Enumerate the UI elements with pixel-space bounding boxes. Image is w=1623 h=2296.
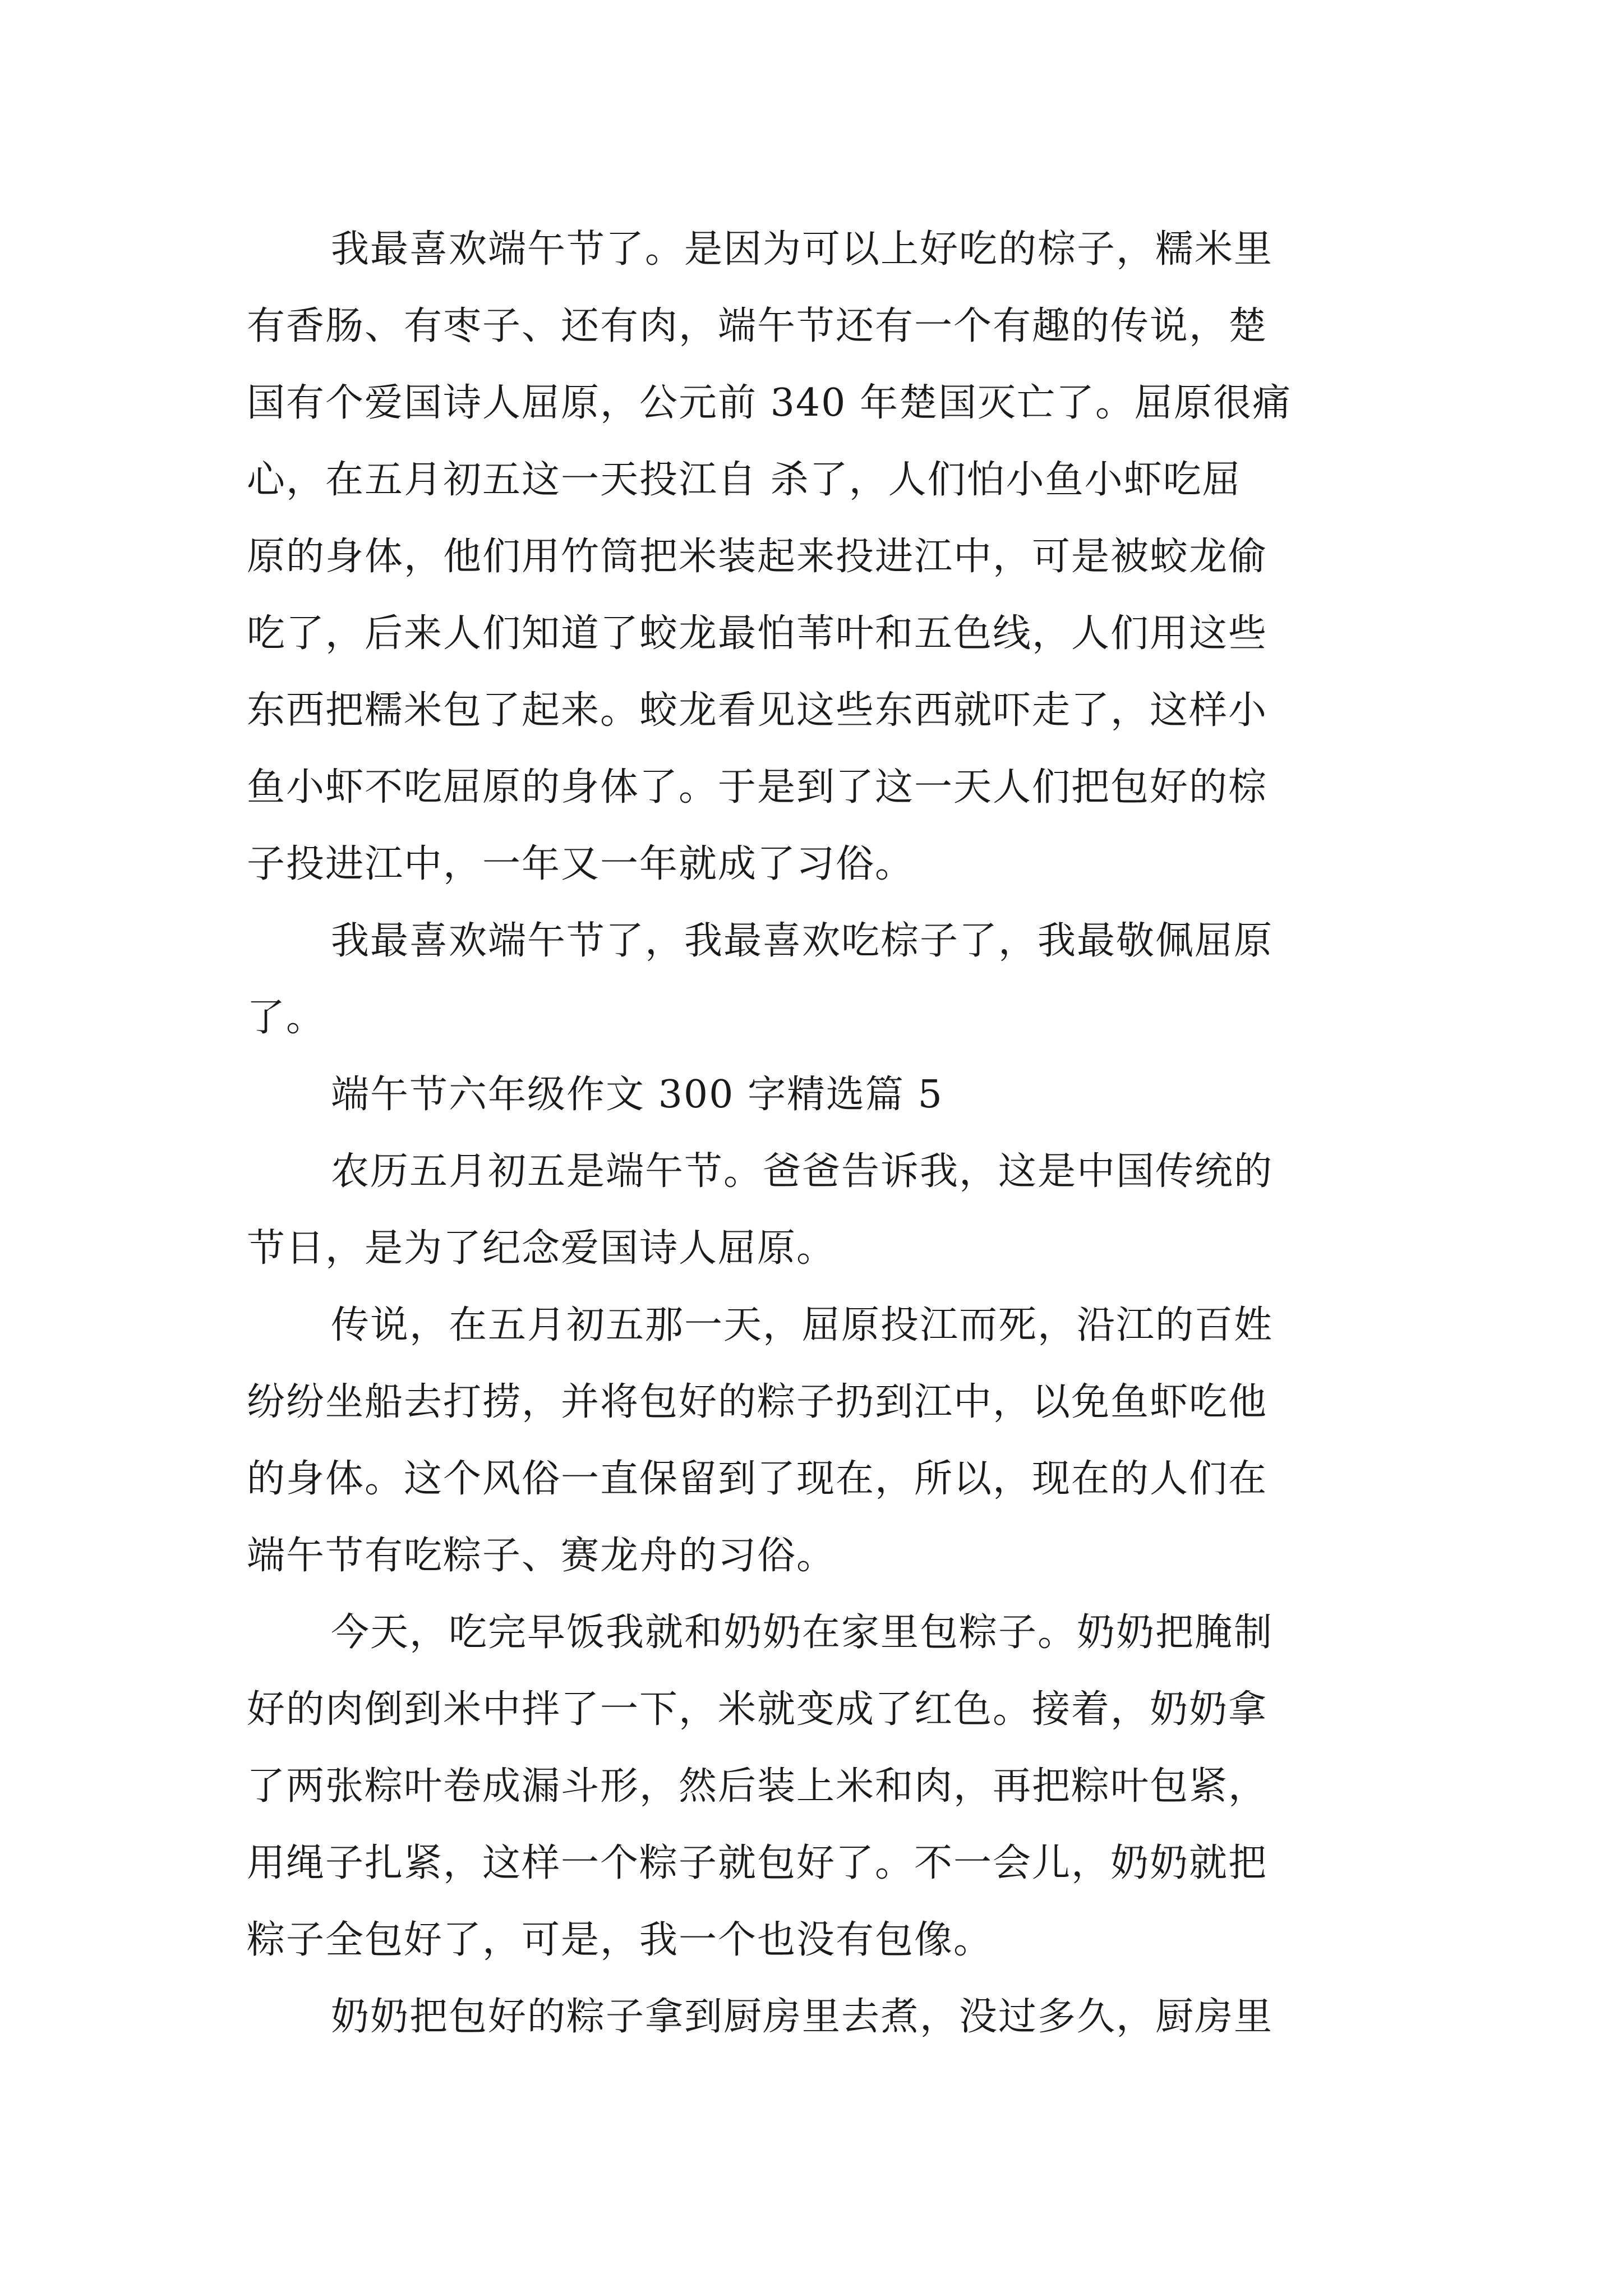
paragraph-line: 我最喜欢端午节了，我最喜欢吃棕子了，我最敬佩屈原 xyxy=(331,919,1274,963)
paragraph-line: 纷纷坐船去打捞，并将包好的粽子扔到江中，以免鱼虾吃他 xyxy=(247,1380,1268,1424)
paragraph-line: 有香肠、有枣子、还有肉，端午节还有一个有趣的传说，楚 xyxy=(247,304,1268,348)
paragraph-line: 好的肉倒到米中拌了一下，米就变成了红色。接着，奶奶拿 xyxy=(247,1687,1268,1732)
paragraph-line: 端午节有吃粽子、赛龙舟的习俗。 xyxy=(247,1534,836,1578)
paragraph-4 xyxy=(247,1133,1391,1287)
paragraph-line: 用绳子扎紧，这样一个粽子就包好了。不一会儿，奶奶就把 xyxy=(247,1841,1268,1885)
paragraph-6 xyxy=(247,1594,1391,1978)
paragraph-5 xyxy=(247,1287,1391,1594)
paragraph-line: 我最喜欢端午节了。是因为可以上好吃的棕子，糯米里 xyxy=(331,227,1274,272)
paragraph-line: 心，在五月初五这一天投江自 杀了，人们怕小鱼小虾吃屈 xyxy=(247,458,1242,502)
paragraph-line: 原的身体，他们用竹筒把米装起来投进江中，可是被蛟龙偷 xyxy=(247,535,1268,579)
paragraph-1 xyxy=(247,211,1391,903)
paragraph-line: 吃了，后来人们知道了蛟龙最怕苇叶和五色线，人们用这些 xyxy=(247,611,1268,656)
paragraph-7 xyxy=(247,1978,1391,2055)
paragraph-line: 子投进江中，一年又一年就成了习俗。 xyxy=(247,842,915,886)
paragraph-line: 国有个爱国诗人屈原，公元前 340 年楚国灭亡了。屈原很痛 xyxy=(247,381,1292,425)
section-heading xyxy=(247,1056,1391,1133)
paragraph-line: 东西把糯米包了起来。蛟龙看见这些东西就吓走了，这样小 xyxy=(247,688,1268,733)
paragraph-line: 今天，吃完早饭我就和奶奶在家里包粽子。奶奶把腌制 xyxy=(331,1611,1274,1655)
paragraph-line: 传说，在五月初五那一天，屈原投江而死，沿江的百姓 xyxy=(331,1303,1274,1347)
paragraph-line: 了两张粽叶卷成漏斗形，然后装上米和肉，再把粽叶包紧， xyxy=(247,1764,1268,1809)
document-body xyxy=(247,211,1391,2055)
paragraph-2 xyxy=(247,903,1391,1056)
paragraph-line: 农历五月初五是端午节。爸爸告诉我，这是中国传统的 xyxy=(331,1149,1274,1194)
paragraph-line: 了。 xyxy=(247,996,326,1040)
paragraph-line: 节日，是为了纪念爱国诗人屈原。 xyxy=(247,1226,836,1271)
paragraph-line: 鱼小虾不吃屈原的身体了。于是到了这一天人们把包好的棕 xyxy=(247,765,1268,809)
paragraph-line: 奶奶把包好的粽子拿到厨房里去煮，没过多久，厨房里 xyxy=(331,1995,1274,2039)
paragraph-line: 粽子全包好了，可是，我一个也没有包像。 xyxy=(247,1918,993,1962)
paragraph-line: 的身体。这个风俗一直保留到了现在，所以，现在的人们在 xyxy=(247,1457,1268,1501)
section-title: 端午节六年级作文 300 字精选篇 5 xyxy=(331,1073,943,1117)
